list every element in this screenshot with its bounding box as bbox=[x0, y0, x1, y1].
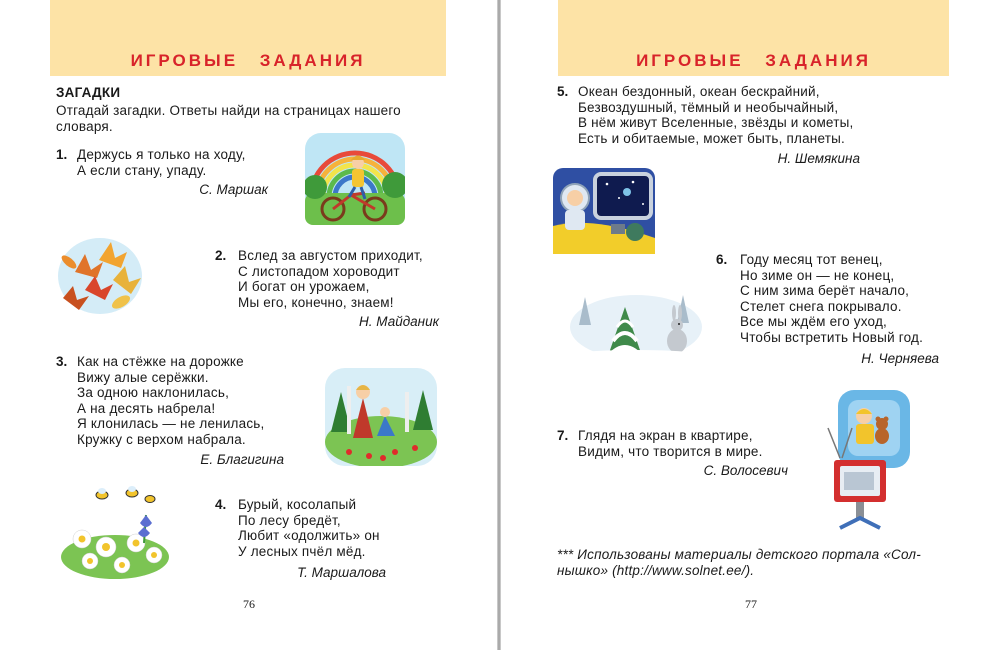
riddle-text: Бурый, косолапый По лесу бредёт, Любит «одолжить» он У лесных пчёл мёд. bbox=[238, 497, 380, 559]
riddle-author: Т. Маршалова bbox=[297, 565, 386, 580]
riddle-text: Году месяц тот венец, Но зиме он — не конец, С ним зима берёт начало, Стелет снега покрывало. Все мы ждём его уход, Чтобы встретить Новый год. bbox=[740, 252, 924, 345]
banner-right bbox=[558, 0, 949, 76]
riddle-text: Океан бездонный, океан бескрайний, Безвоздушный, тёмный и необычайный, В нём живут Вселенные, звёзды и кометы, Есть и обитаемые, может быть, планеты. bbox=[578, 84, 854, 146]
riddle-number: 4. bbox=[215, 497, 227, 512]
girl-picking-berries-illustration bbox=[325, 368, 437, 466]
riddle-number: 5. bbox=[557, 84, 569, 99]
footnote: *** Использованы материалы детского портала «Сол- нышко» (http://www.solnet.ee/). bbox=[557, 547, 921, 578]
spaceship-cockpit-illustration bbox=[553, 168, 655, 254]
riddle-number: 3. bbox=[56, 354, 68, 369]
riddle-text: Вслед за августом приходит, С листопадом хороводит И богат он урожаем, Мы его, конечно, знаем! bbox=[238, 248, 423, 310]
riddle-author: Н. Майданик bbox=[359, 314, 439, 329]
left-page bbox=[0, 0, 497, 650]
autumn-leaves-illustration bbox=[55, 232, 145, 317]
riddle-text: Глядя на экран в квартире, Видим, что творится в мире. bbox=[578, 428, 763, 459]
riddle-author: Н. Шемякина bbox=[777, 151, 860, 166]
banner-title-right: ИГРОВЫЕ ЗАДАНИЯ bbox=[636, 51, 871, 70]
page-number: 76 bbox=[243, 597, 255, 611]
riddle-number: 2. bbox=[215, 248, 227, 263]
riddle-author: С. Волосевич bbox=[703, 463, 788, 478]
banner-title-left: ИГРОВЫЕ ЗАДАНИЯ bbox=[130, 51, 366, 70]
riddle-number: 1. bbox=[56, 147, 68, 162]
bees-over-flowers-illustration bbox=[60, 485, 170, 580]
page-number: 77 bbox=[745, 597, 757, 611]
riddle-number: 7. bbox=[557, 428, 569, 443]
riddle-author: С. Маршак bbox=[199, 182, 268, 197]
riddle-author: Н. Черняева bbox=[861, 351, 939, 366]
winter-hare-illustration bbox=[569, 285, 703, 360]
instruction-text: Отгадай загадки. Ответы найди на страницах нашего словаря. bbox=[56, 103, 401, 134]
riddle-author: Е. Благигина bbox=[200, 452, 284, 467]
section-heading: ЗАГАДКИ bbox=[56, 85, 121, 100]
banner-left bbox=[50, 0, 446, 76]
right-page bbox=[501, 0, 1000, 650]
riddle-number: 6. bbox=[716, 252, 728, 267]
riddle-text: Держусь я только на ходу, А если стану, упаду. bbox=[77, 147, 246, 178]
riddle-text: Как на стёжке на дорожке Вижу алые серёжки. За одною наклонилась, А на десять набрела! Я клонилась — не ленилась, Кружку с верхом набрала. bbox=[77, 354, 265, 447]
boy-on-bicycle-illustration bbox=[305, 133, 405, 225]
boy-with-tv-illustration bbox=[826, 388, 914, 533]
